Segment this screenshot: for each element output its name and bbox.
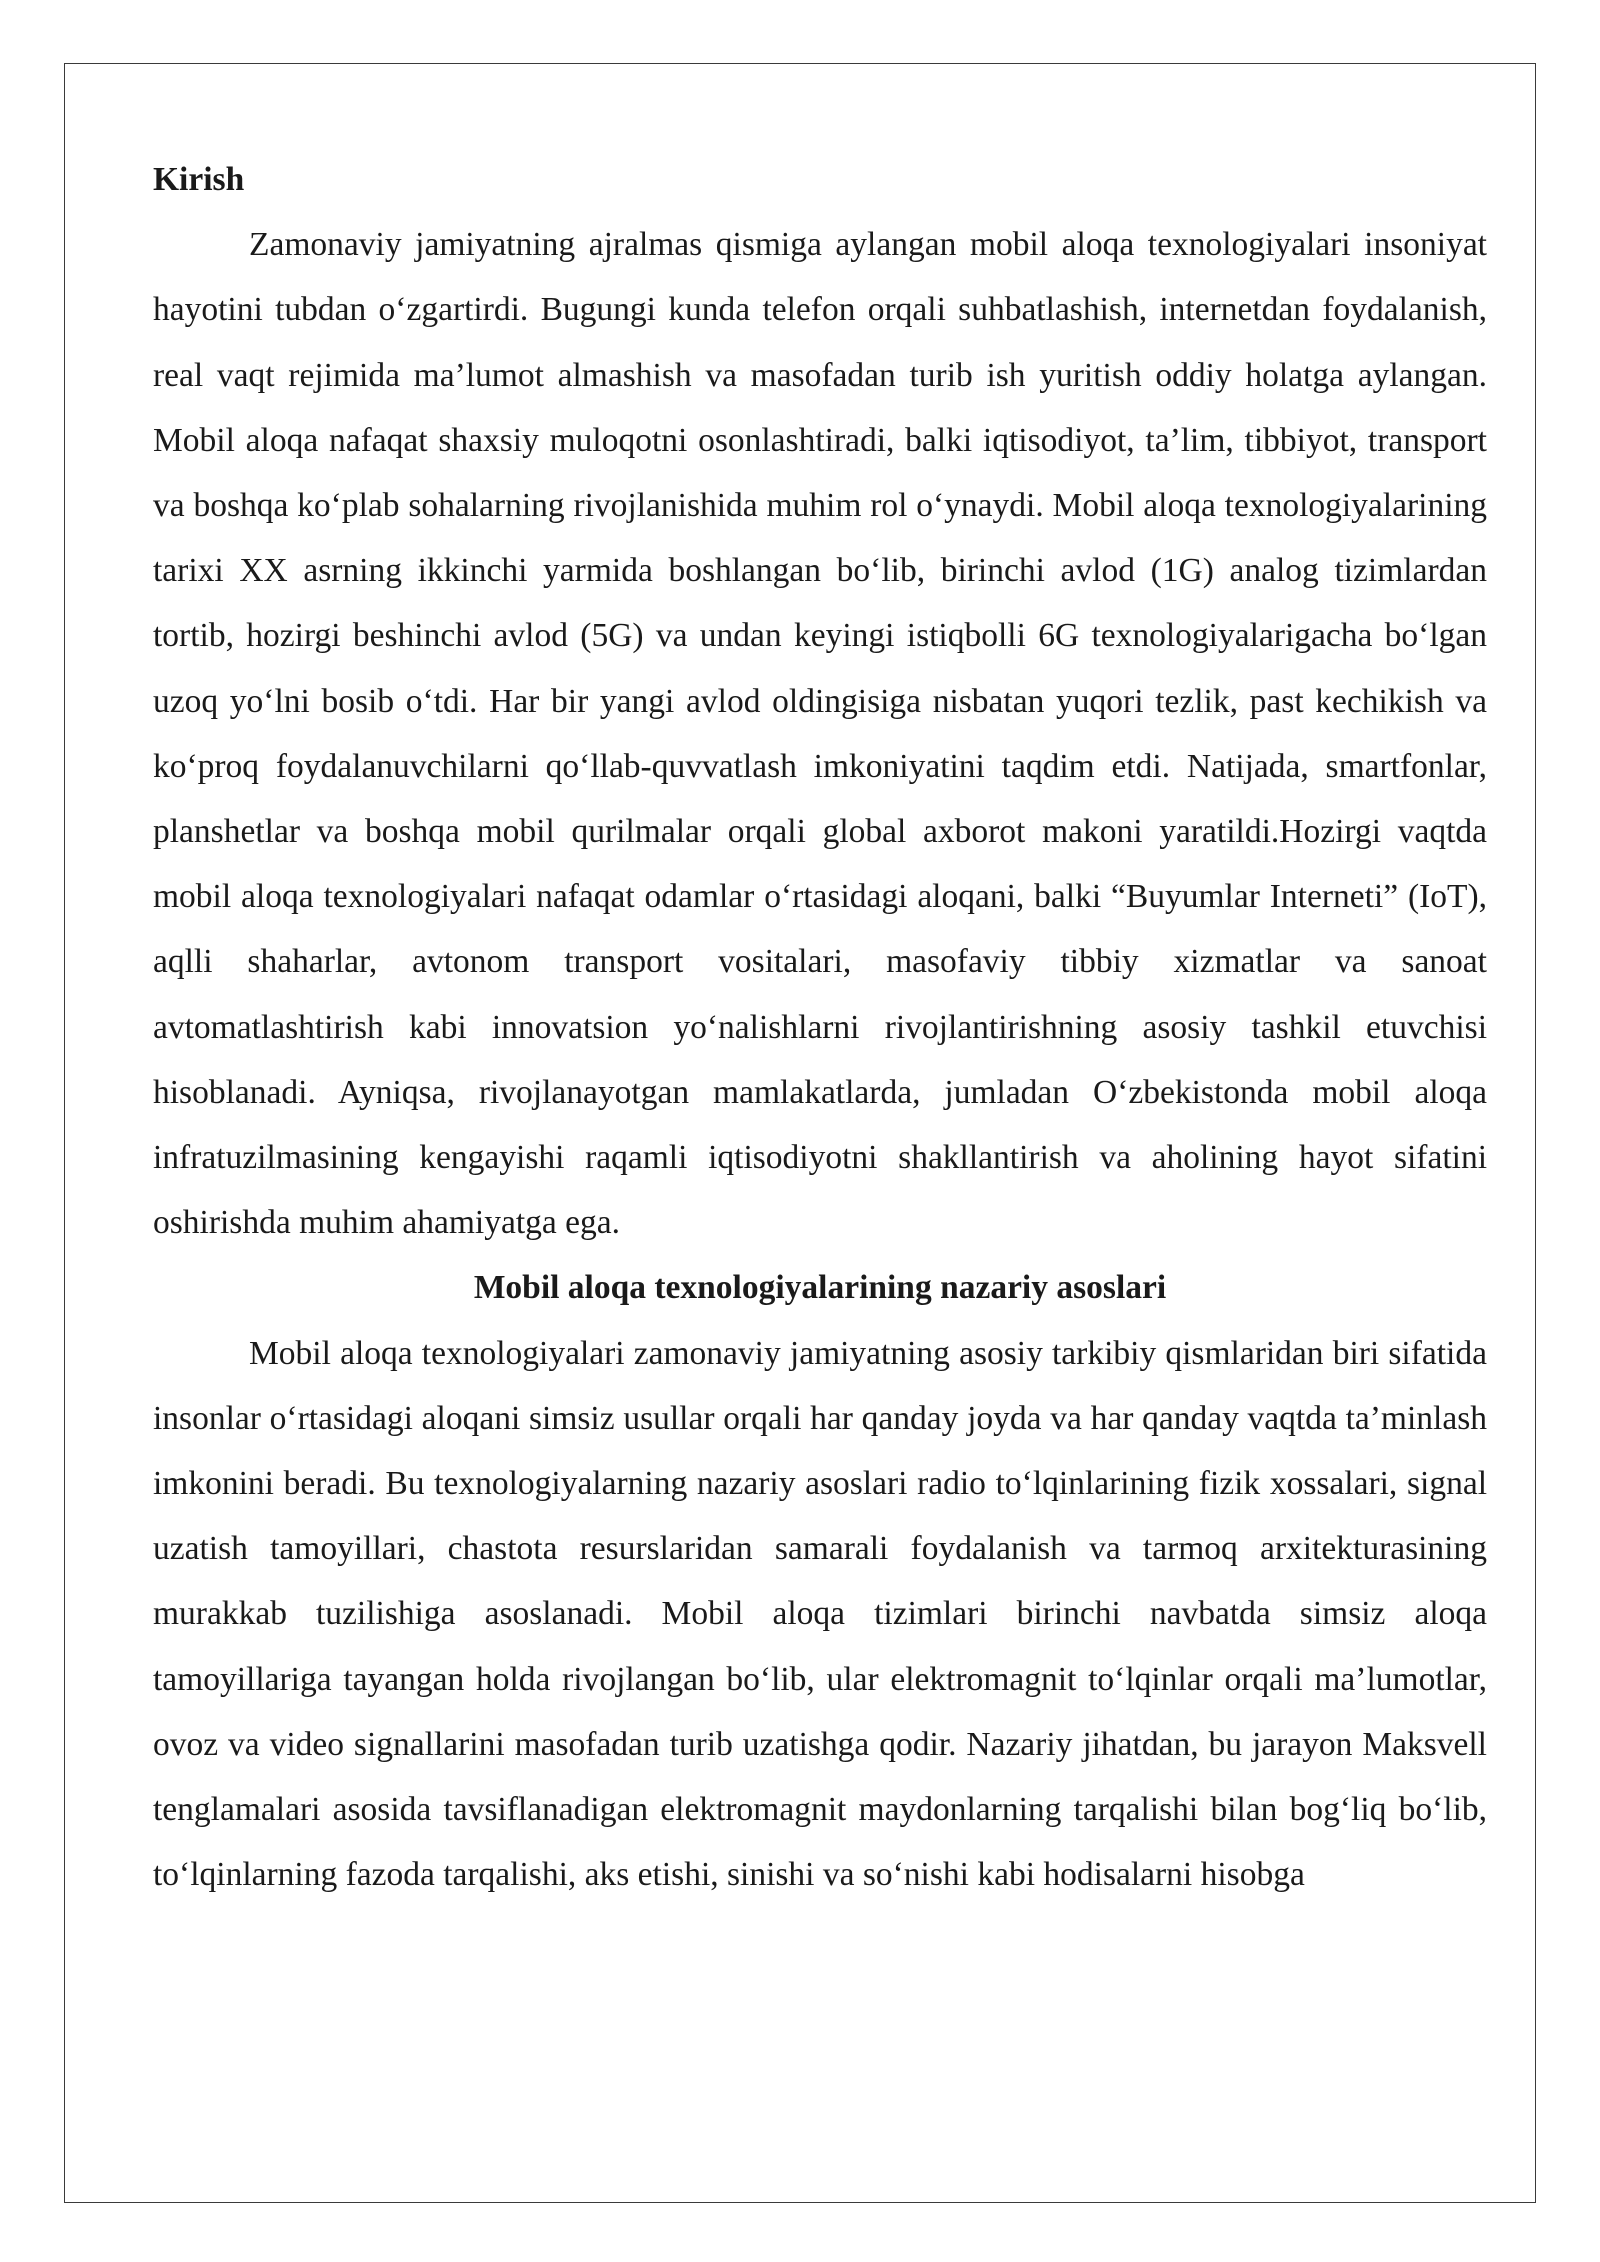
paragraph-introduction: Zamonaviy jamiyatning ajralmas qismiga aylangan mobil aloqa texnologiyalari insoniyat hayotini tubdan o‘zgartirdi. Bugungi kunda telefon orqali suhbatlashish, internetdan foydalanish, real vaqt rejimida ma’lumot almashish va masofadan turib ish yuritish oddiy holatga aylangan. Mobil aloqa nafaqat shaxsiy muloqotni osonlashtiradi, balki iqtisodiyot, ta’lim, tibbiyot, transport va boshqa ko‘plab sohalarning rivojlanishida muhim rol o‘ynaydi. Mobil aloqa texnologiyalarining tarixi XX asrning ikkinchi yarmida boshlangan bo‘lib, birinchi avlod (1G) analog tizimlardan tortib, hozirgi beshinchi avlod (5G) va undan keyingi istiqbolli 6G texnologiyalarigacha bo‘lgan uzoq yo‘lni bosib o‘tdi. Har bir yangi avlod oldingisiga nisbatan yuqori tezlik, past kechikish va ko‘proq foydalanuvchilarni qo‘llab-quvvatlash imkoniyatini taqdim etdi. Natijada, smartfonlar, planshetlar va boshqa mobil qurilmalar orqali global axborot makoni yaratildi.Hozirgi vaqtda mobil aloqa texnologiyalari nafaqat odamlar o‘rtasidagi aloqani, balki “Buyumlar Interneti” (IoT), aqlli shaharlar, avtonom transport vositalari, masofaviy tibbiy xizmatlar va sanoat avtomatlashtirish kabi innovatsion yo‘nalishlarni rivojlantirishning asosiy tashkil etuvchisi hisoblanadi. Ayniqsa, rivojlanayotgan mamlakatlarda, jumladan O‘zbekistonda mobil aloqa infratuzilmasining kengayishi raqamli iqtisodiyotni shakllantirish va aholining hayot sifatini oshirishda muhim ahamiyatga ega.	[153, 226, 1487, 1242]
document-body	[153, 147, 1487, 1907]
section-heading-theory: Mobil aloqa texnologiyalarining nazariy asoslari	[473, 1269, 1167, 1307]
section-heading-kirish: Kirish	[153, 161, 245, 198]
paragraph-theory: Mobil aloqa texnologiyalari zamonaviy jamiyatning asosiy tarkibiy qismlaridan biri sifatida insonlar o‘rtasidagi aloqani simsiz usullar orqali har qanday joyda va har qanday vaqtda ta’minlash imkonini beradi. Bu texnologiyalarning nazariy asoslari radio to‘lqinlarining fizik xossalari, signal uzatish tamoyillari, chastota resurslaridan samarali foydalanish va tarmoq arxitekturasining murakkab tuzilishiga asoslanadi. Mobil aloqa tizimlari birinchi navbatda simsiz aloqa tamoyillariga tayangan holda rivojlangan bo‘lib, ular elektromagnit to‘lqinlar orqali ma’lumotlar, ovoz va video signallarini masofadan turib uzatishga qodir. Nazariy jihatdan, bu jarayon Maksvell tenglamalari asosida tavsiflanadigan elektromagnit maydonlarning tarqalishi bilan bog‘liq bo‘lib, to‘lqinlarning fazoda tarqalishi, aks etishi, sinishi va so‘nishi kabi hodisalarni hisobga	[153, 1334, 1487, 1894]
